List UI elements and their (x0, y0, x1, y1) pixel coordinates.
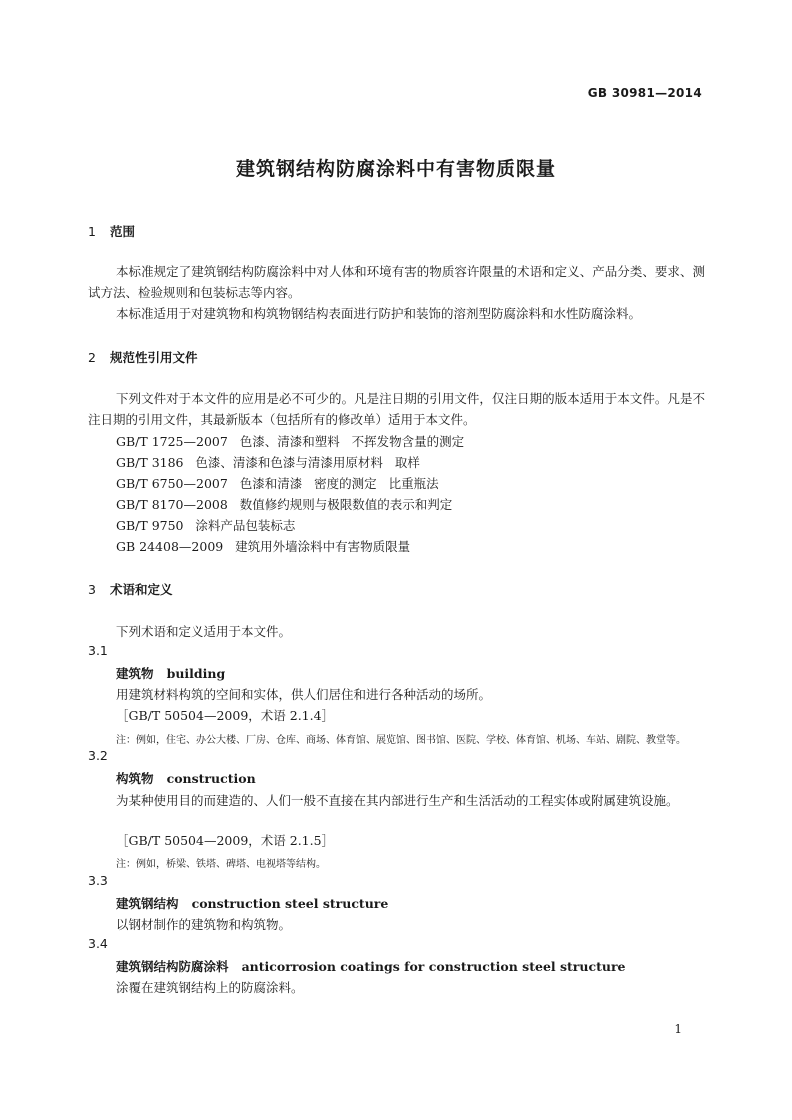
term-en: anticorrosion coatings for construction steel structure (241, 959, 626, 974)
reference-item: GB/T 6750—2007 色漆和清漆 密度的测定 比重瓶法 (116, 476, 439, 491)
reference-item: GB/T 9750 涂料产品包装标志 (116, 518, 296, 533)
term-heading (116, 664, 225, 682)
page-number: 1 (674, 1022, 682, 1036)
standard-number: GB 30981—2014 (587, 86, 702, 100)
clause-number: 3.1 (88, 643, 108, 658)
section-title: 术语和定义 (110, 582, 173, 597)
section-1-heading (88, 222, 135, 240)
term-source: ［GB/T 50504—2009，术语 2.1.5］ (116, 833, 335, 848)
term-note: 注：例如，桥梁、铁塔、碑塔、电视塔等结构。 (116, 859, 326, 870)
section-title: 规范性引用文件 (110, 350, 198, 365)
term-definition: 涂覆在建筑钢结构上的防腐涂料。 (116, 980, 304, 995)
section-3-intro: 下列术语和定义适用于本文件。 (116, 624, 292, 639)
section-2-heading (88, 348, 198, 366)
term-definition: 为某种使用目的而建造的、人们一般不直接在其内部进行生产和生活活动的工程实体或附属建筑设施。 (116, 793, 679, 808)
document-title: 建筑钢结构防腐涂料中有害物质限量 (235, 158, 556, 180)
section-number: 2 (88, 350, 96, 365)
term-cn: 构筑物 (116, 771, 154, 786)
clause-number: 3.3 (88, 873, 108, 888)
section-number: 3 (88, 582, 96, 597)
section-1-paragraph-1: 本标准规定了建筑钢结构防腐涂料中对人体和环境有害的物质容许限量的术语和定义、产品分类、要求、测试方法、检验规则和包装标志等内容。 (88, 264, 705, 300)
section-3-heading (88, 580, 173, 598)
section-number: 1 (88, 224, 96, 239)
term-en: construction (166, 771, 256, 786)
reference-item: GB/T 3186 色漆、清漆和色漆与清漆用原材料 取样 (116, 455, 420, 470)
section-title: 范围 (110, 224, 136, 239)
term-definition: 以钢材制作的建筑物和构筑物。 (116, 917, 292, 932)
section-1-paragraph-2: 本标准适用于对建筑物和构筑物钢结构表面进行防护和装饰的溶剂型防腐涂料和水性防腐涂料。 (116, 306, 642, 321)
term-heading (116, 894, 388, 912)
term-heading (116, 769, 256, 787)
term-cn: 建筑钢结构防腐涂料 (116, 959, 229, 974)
reference-item: GB 24408—2009 建筑用外墙涂料中有害物质限量 (116, 539, 411, 554)
term-definition: 用建筑材料构筑的空间和实体，供人们居住和进行各种活动的场所。 (116, 687, 492, 702)
term-cn: 建筑物 (116, 666, 154, 681)
clause-number: 3.2 (88, 748, 108, 763)
term-heading (116, 957, 626, 975)
term-cn: 建筑钢结构 (116, 896, 179, 911)
term-note: 注：例如，住宅、办公大楼、厂房、仓库、商场、体育馆、展览馆、图书馆、医院、学校、体育馆、机场、车站、剧院、教堂等。 (116, 735, 686, 746)
reference-item: GB/T 8170—2008 数值修约规则与极限数值的表示和判定 (116, 497, 453, 512)
term-en: building (166, 666, 226, 681)
reference-item: GB/T 1725—2007 色漆、清漆和塑料 不挥发物含量的测定 (116, 434, 465, 449)
term-en: construction steel structure (191, 896, 389, 911)
term-source: ［GB/T 50504—2009，术语 2.1.4］ (116, 708, 335, 723)
section-2-intro: 下列文件对于本文件的应用是必不可少的。凡是注日期的引用文件，仅注日期的版本适用于本文件。凡是不注日期的引用文件，其最新版本（包括所有的修改单）适用于本文件。 (88, 391, 705, 427)
clause-number: 3.4 (88, 936, 108, 951)
